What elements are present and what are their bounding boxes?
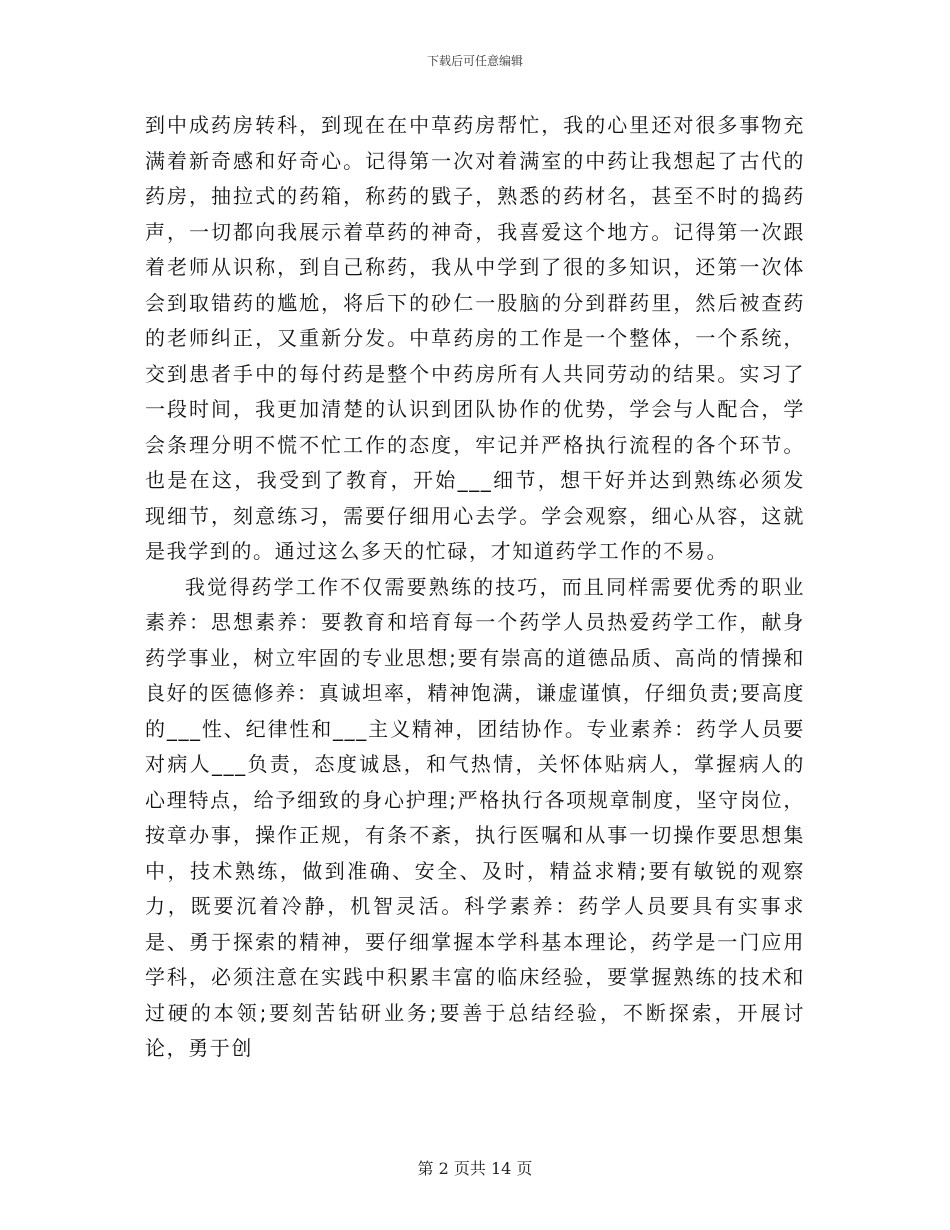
page-footer: 第 2 页共 14 页: [417, 1159, 533, 1178]
paragraph-1: 到中成药房转科，到现在在中草药房帮忙，我的心里还对很多事物充满着新奇感和好奇心。记得第一次对着满室的中药让我想起了古代的药房，抽拉式的药箱，称药的戥子，熟悉的药材名，甚至不时的捣药声，一切都向我展示着草药的神奇，我喜爱这个地方。记得第一次跟着老师从识称，到自己称药，我从中学到了很的多知识，还第一次体会到取错药的尴尬，将后下的砂仁一股脑的分到群药里，然后被查药的老师纠正，又重新分发。中草药房的工作是一个整体，一个系统，交到患者手中的每付药是整个中药房所有人共同劳动的结果。实习了一段时间，我更加清楚的认识到团队协作的优势，学会与人配合，学会条理分明不慌不忙工作的态度，牢记并严格执行流程的各个环节。也是在这，我受到了教育，开始___细节，想干好并达到熟练必须发现细节，刻意练习，需要仔细用心去学。学会观察，细心从容，这就是我学到的。通过这么多天的忙碌，才知道药学工作的不易。: [145, 113, 805, 563]
document-body: [145, 108, 805, 1067]
paragraph-2: 我觉得药学工作不仅需要熟练的技巧，而且同样需要优秀的职业素养：思想素养：要教育和培育每一个药学人员热爱药学工作，献身药学事业，树立牢固的专业思想;要有崇高的道德品质、高尚的情操和良好的医德修养：真诚坦率，精神饱满，谦虚谨慎，仔细负责;要高度的___性、纪律性和___主义精神，团结协作。专业素养：药学人员要对病人___负责，态度诚恳，和气热情，关怀体贴病人，掌握病人的心理特点，给予细致的身心护理;严格执行各项规章制度，坚守岗位，按章办事，操作正规，有条不紊，执行医嘱和从事一切操作要思想集中，技术熟练，做到准确、安全、及时，精益求精;要有敏锐的观察力，既要沉着冷静，机智灵活。科学素养：药学人员要具有实事求是、勇于探索的精神，要仔细掌握本学科基本理论，药学是一门应用学科，必须注意在实践中积累丰富的临床经验，要掌握熟练的技术和过硬的本领;要刻苦钻研业务;要善于总结经验，不断探索，开展讨论，勇于创: [145, 574, 805, 1060]
page-header: 下载后可任意编辑: [426, 54, 523, 68]
